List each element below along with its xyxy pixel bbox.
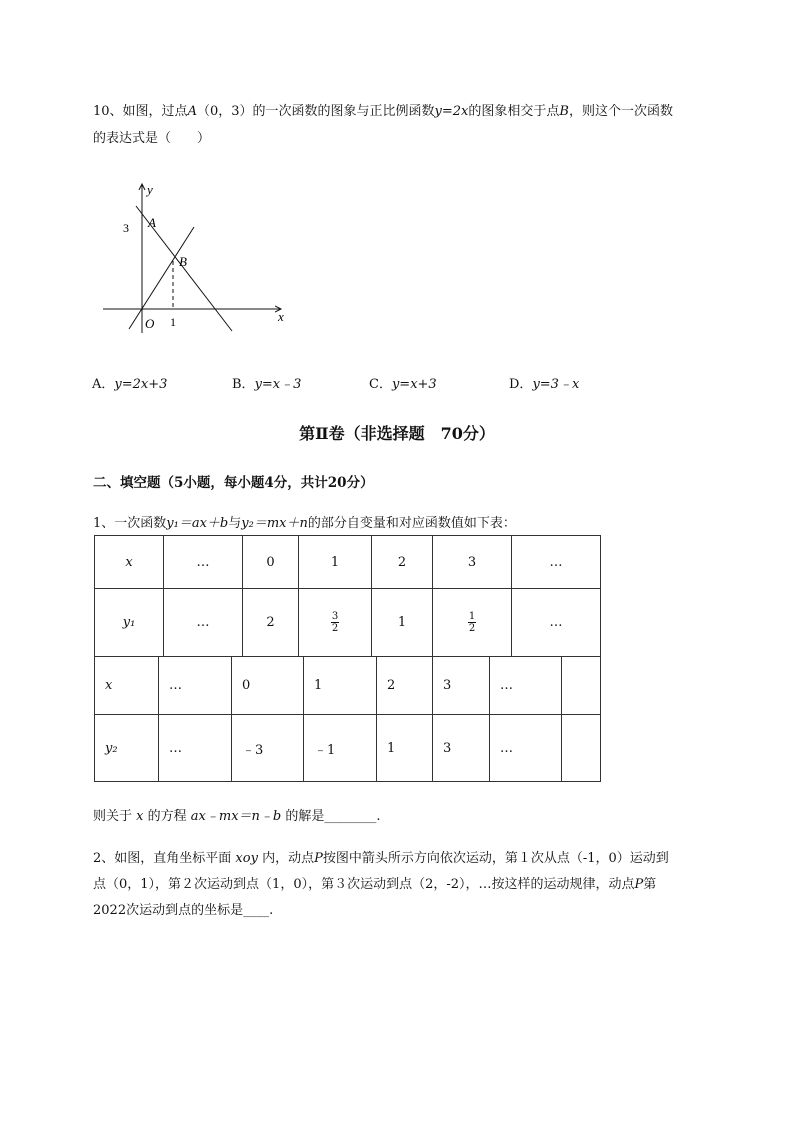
q1-text-part: 一次函数: [114, 516, 167, 531]
cell-y2-label: y₂: [105, 740, 118, 756]
q2-text-part: 点（0，1），第２次运动到点（1，0），第３次运动到点（2，-2），…按这样的运动规律，动点: [93, 877, 635, 892]
q2-text-part: 2、如图，直角坐标平面: [93, 851, 232, 866]
q10-text-line2: 的表达式是（ ）: [93, 131, 211, 146]
tick-y-3: 3: [123, 221, 129, 235]
table-row: [95, 536, 601, 589]
q2-text-part: 内，动点: [262, 851, 315, 866]
table-cell: [95, 715, 159, 782]
q1-answer-line: [93, 805, 381, 824]
graph-point-a: A: [148, 215, 156, 230]
option-a: [92, 373, 167, 392]
table-cell: ﹣3: [232, 715, 304, 782]
table-cell: 0: [232, 656, 304, 715]
q10-graph: [98, 178, 298, 338]
option-d: [509, 373, 579, 392]
q1-number: 1、: [93, 516, 115, 531]
q1-answer-blank: 的解是________.: [285, 809, 381, 824]
q2-point-p: P: [314, 851, 323, 866]
table-cell: …: [159, 656, 232, 715]
part2-title: 第Ⅱ卷（非选择题 70分）: [299, 424, 495, 443]
option-letter: A．: [92, 377, 115, 392]
table-y2: [94, 656, 601, 782]
fraction-denominator: 2: [468, 623, 476, 634]
section-heading: 二、填空题（5小题，每小题4分，共计20分）: [93, 475, 374, 491]
table-cell: [299, 589, 372, 657]
table-cell: [95, 536, 164, 589]
fraction-numerator: 1: [468, 611, 476, 622]
table-cell: 1: [372, 589, 433, 657]
table-row: [95, 589, 601, 657]
q2-text-line1: [93, 847, 669, 866]
q1-text-part: 则关于: [93, 809, 133, 824]
fraction-one-half: [468, 611, 476, 634]
fraction-three-halves: [331, 611, 339, 634]
tick-x-1: 1: [170, 315, 176, 329]
table-cell: [562, 715, 601, 782]
q2-plane: xoy: [235, 851, 258, 866]
q1-func-y2: y₂＝mx＋n: [241, 516, 308, 531]
table-cell: …: [512, 589, 601, 657]
option-expr: y=2x+3: [114, 377, 168, 392]
table-cell: …: [490, 715, 562, 782]
q1-text-part: 的部分自变量和对应函数值如下表：: [307, 516, 516, 531]
q1-func-y1: y₁＝ax＋b: [166, 516, 229, 531]
table-cell: …: [159, 715, 232, 782]
origin-label: O: [145, 316, 155, 331]
table-cell: 1: [304, 656, 377, 715]
table-row: [95, 715, 601, 782]
q1-text-part: 的方程: [147, 809, 187, 824]
option-expr: y=x+3: [391, 377, 437, 392]
cell-x-label: x: [125, 554, 133, 570]
fraction-numerator: 3: [331, 611, 339, 622]
q2-text-line2: [93, 873, 656, 892]
graph-point-b: B: [179, 254, 187, 269]
q10-text-part: 的一次函数的图象与正比例函数: [252, 104, 435, 119]
q10-func: y=2x: [434, 104, 469, 119]
y-axis-label: y: [147, 182, 153, 197]
table-cell: ﹣1: [304, 715, 377, 782]
cell-y1-label: y₁: [122, 615, 136, 630]
q1-var-x: x: [136, 809, 144, 824]
q10-point-a: A: [187, 104, 197, 119]
q2-text-line3: 2022次运动到点的坐标是____.: [93, 903, 274, 918]
q10-text-part: 的图象相交于点: [468, 104, 560, 119]
q10-point-b: B: [559, 104, 569, 119]
x-axis-label: x: [278, 309, 284, 324]
option-letter: D．: [509, 377, 533, 392]
table-row: [95, 656, 601, 715]
table-cell: …: [512, 536, 601, 589]
q1-equation: ax﹣mx＝n﹣b: [190, 809, 282, 824]
table-cell: 3: [433, 656, 490, 715]
table-y1: [94, 535, 601, 657]
table-cell: …: [490, 656, 562, 715]
q10-text-part: 如图，过点: [122, 104, 188, 119]
option-expr: y=3﹣x: [532, 377, 580, 392]
q2-point-p: P: [634, 877, 644, 892]
line-y-2x: [129, 227, 194, 329]
table-cell: …: [164, 536, 243, 589]
option-b: [232, 373, 301, 392]
table-cell: 2: [243, 589, 299, 657]
table-cell: 3: [433, 536, 512, 589]
table-cell: [95, 589, 164, 657]
table-cell: [562, 656, 601, 715]
q10-number: 10、: [93, 104, 123, 119]
option-expr: y=x﹣3: [254, 377, 302, 392]
q10-text-part: ，则这个一次函数: [568, 104, 673, 119]
table-cell: 3: [433, 715, 490, 782]
table-cell: 2: [372, 536, 433, 589]
table-cell: 2: [377, 656, 433, 715]
option-letter: C．: [369, 377, 392, 392]
q10-text-line1: [93, 100, 673, 119]
cell-x-label: x: [105, 677, 113, 693]
option-letter: B．: [232, 377, 255, 392]
table-cell: …: [164, 589, 243, 657]
table-cell: 0: [243, 536, 299, 589]
q1-text: [93, 512, 516, 531]
table-cell: 1: [299, 536, 372, 589]
q1-text-part: 与: [228, 516, 242, 531]
q10-coord-a: （0，3）: [196, 104, 253, 119]
fraction-denominator: 2: [331, 623, 339, 634]
q2-text-part: 按图中箭头所示方向依次运动，第１次从点（-1，0）运动到: [322, 851, 669, 866]
option-c: [369, 373, 437, 392]
table-cell: [95, 656, 159, 715]
table-cell: 1: [377, 715, 433, 782]
q2-text-part: 第: [643, 877, 657, 892]
table-cell: [433, 589, 512, 657]
